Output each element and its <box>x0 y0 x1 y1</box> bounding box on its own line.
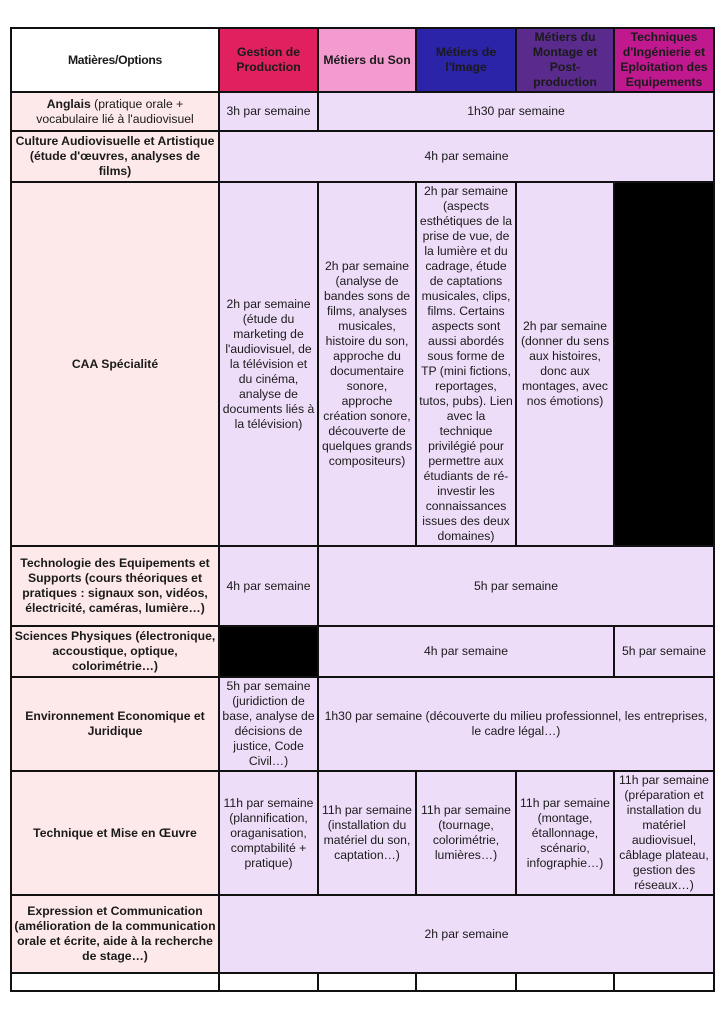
cell-anglais-others: 1h30 par semaine <box>318 92 714 131</box>
empty-footer-row <box>11 973 714 991</box>
cell-techno-gestion: 4h par semaine <box>219 546 318 626</box>
cell-tmo-image: 11h par semaine (tournage, colorimétrie, lumières…) <box>416 771 516 895</box>
footer-cell <box>614 973 714 991</box>
table-title: Matières/Options <box>11 28 219 92</box>
subject-expr: Expression et Communication (amélioration de la communication orale et écrite, aide à la recherche de stage…) <box>11 895 219 973</box>
footer-cell <box>516 973 614 991</box>
cell-physique-techniques: 5h par semaine <box>614 626 714 677</box>
cell-expr-all: 2h par semaine <box>219 895 714 973</box>
row-techno <box>11 546 714 626</box>
cell-physique-gestion-empty <box>219 626 318 677</box>
cell-tmo-son: 11h par semaine (installation du matériel du son, captation…) <box>318 771 416 895</box>
header-row <box>11 28 714 92</box>
row-physique <box>11 626 714 677</box>
curriculum-table-wrapper <box>10 27 715 992</box>
cell-caa-gestion: 2h par semaine (étude du marketing de l'audiovisuel, de la télévision et du cinéma, analyse de documents liés à la télévision) <box>219 182 318 546</box>
cell-physique-middle: 4h par semaine <box>318 626 614 677</box>
column-header-techniques: Techniques d'Ingénierie et Eploitation des Equipements <box>614 28 714 92</box>
footer-cell <box>318 973 416 991</box>
subject-culture: Culture Audiovisuelle et Artistique (étude d'œuvres, analyses de films) <box>11 131 219 182</box>
cell-eco-others: 1h30 par semaine (découverte du milieu professionnel, les entreprises, le cadre légal…) <box>318 677 714 771</box>
cell-tmo-montage: 11h par semaine (montage, étallonnage, scénario, infographie…) <box>516 771 614 895</box>
cell-caa-techniques-empty <box>614 182 714 546</box>
cell-tmo-gestion: 11h par semaine (plannification, oraganisation, comptabilité + pratique) <box>219 771 318 895</box>
subject-anglais-detail: (pratique orale + vocabulaire lié à l'audiovisuel <box>36 96 194 126</box>
subject-eco: Environnement Economique et Juridique <box>11 677 219 771</box>
subject-caa: CAA Spécialité <box>11 182 219 546</box>
subject-techno: Technologie des Equipements et Supports (cours théoriques et pratiques : signaux son, vidéos, électricité, caméras, lumière…) <box>11 546 219 626</box>
column-header-son: Métiers du Son <box>318 28 416 92</box>
cell-culture-all: 4h par semaine <box>219 131 714 182</box>
row-eco <box>11 677 714 771</box>
cell-caa-son: 2h par semaine (analyse de bandes sons de films, analyses musicales, histoire du son, approche du documentaire sonore, approche création sonore, découverte de quelques grands compositeurs) <box>318 182 416 546</box>
column-header-image: Métiers de l'Image <box>416 28 516 92</box>
curriculum-table <box>10 27 715 992</box>
column-header-montage: Métiers du Montage et Post-production <box>516 28 614 92</box>
cell-caa-image: 2h par semaine (aspects esthétiques de la prise de vue, de la lumière et du cadrage, étude de captations musicales, clips, films. Certains aspects sont aussi abordés sous forme de TP (mini fictions, reportages, tutos, pubs). Lien avec la technique privilégié pour permettre aux étudiants de ré-investir les connaissances issues des deux domaines) <box>416 182 516 546</box>
row-tmo <box>11 771 714 895</box>
row-culture <box>11 131 714 182</box>
cell-techno-others: 5h par semaine <box>318 546 714 626</box>
subject-tmo: Technique et Mise en Œuvre <box>11 771 219 895</box>
subject-anglais-bold: Anglais <box>46 96 91 111</box>
cell-caa-montage: 2h par semaine (donner du sens aux histoires, donc aux montages, avec nos émotions) <box>516 182 614 546</box>
footer-cell <box>219 973 318 991</box>
cell-anglais-gestion: 3h par semaine <box>219 92 318 131</box>
row-anglais <box>11 92 714 131</box>
column-header-gestion: Gestion de Production <box>219 28 318 92</box>
row-caa <box>11 182 714 546</box>
row-expr <box>11 895 714 973</box>
footer-cell <box>416 973 516 991</box>
cell-tmo-techniques: 11h par semaine (préparation et installation du matériel audiovisuel, câblage plateau, gestion des réseaux…) <box>614 771 714 895</box>
subject-anglais <box>11 92 219 131</box>
cell-eco-gestion: 5h par semaine (juridiction de base, analyse de décisions de justice, Code Civil…) <box>219 677 318 771</box>
subject-physique: Sciences Physiques (électronique, accoustique, optique, colorimétrie…) <box>11 626 219 677</box>
footer-cell <box>11 973 219 991</box>
